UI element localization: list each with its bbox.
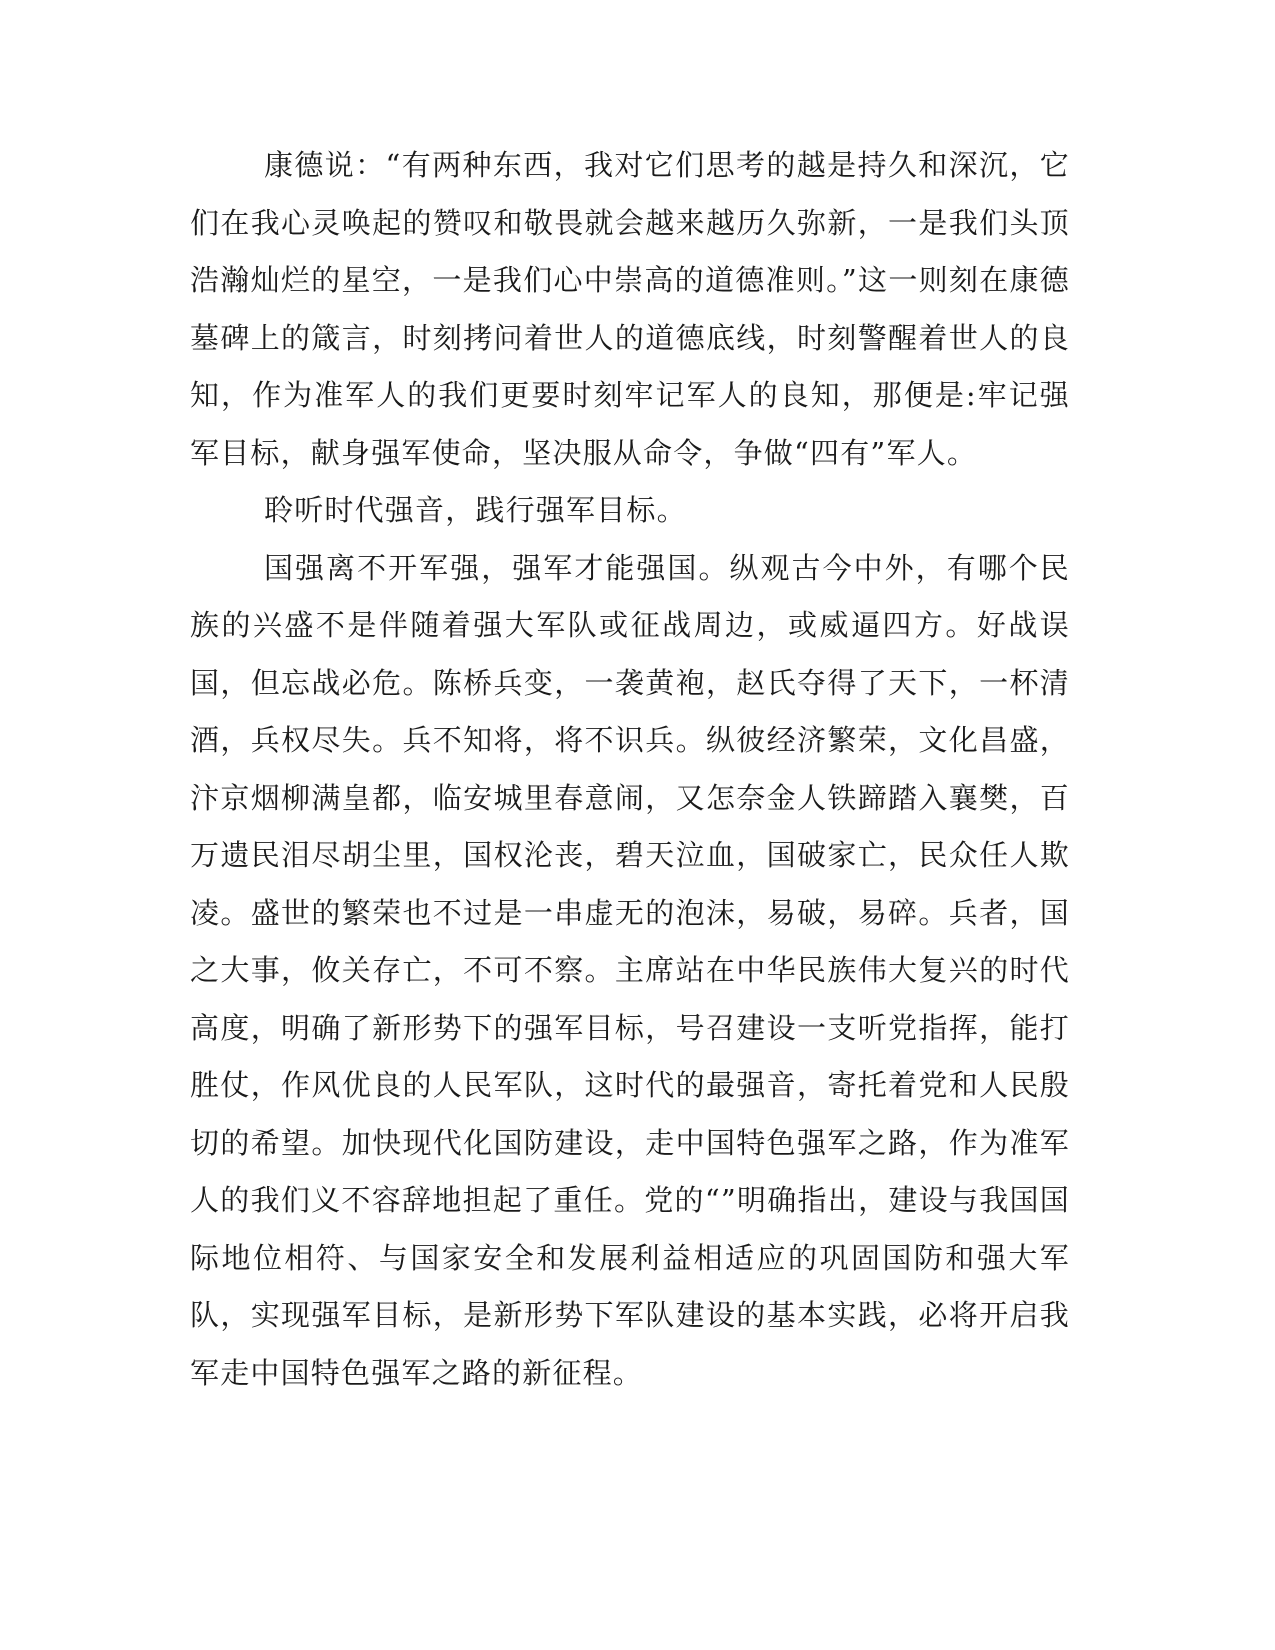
- paragraph-heading-strong-army: 聆听时代强音，践行强军目标。: [264, 493, 687, 527]
- paragraph-kant-quote: 康德说：“有两种东西，我对它们思考的越是持久和深沉，它们在我心灵唤起的赞叹和敬畏就会越来越历久弥新，一是我们头顶浩瀚灿烂的星空，一是我们心中崇高的道德准则。”这一则刻在康德墓碑上的箴言，时刻拷问着世人的道德底线，时刻警醒着世人的良知，作为准军人的我们更要时刻牢记军人的良知，那便是:牢记强军目标，献身强军使命，坚决服从命令，争做“四有”军人。: [190, 148, 1070, 470]
- document-body: [190, 137, 1070, 1402]
- paragraph-strong-nation: 国强离不开军强，强军才能强国。纵观古今中外，有哪个民族的兴盛不是伴随着强大军队或征战周边，或威逼四方。好战误国，但忘战必危。陈桥兵变，一袭黄袍，赵氏夺得了天下，一杯清酒，兵权尽失。兵不知将，将不识兵。纵彼经济繁荣，文化昌盛，汴京烟柳满皇都，临安城里春意闹，又怎奈金人铁蹄踏入襄樊，百万遗民泪尽胡尘里，国权沦丧，碧天泣血，国破家亡，民众任人欺凌。盛世的繁荣也不过是一串虚无的泡沫，易破，易碎。兵者，国之大事，攸关存亡，不可不察。主席站在中华民族伟大复兴的时代高度，明确了新形势下的强军目标，号召建设一支听党指挥，能打胜仗，作风优良的人民军队，这时代的最强音，寄托着党和人民殷切的希望。加快现代化国防建设，走中国特色强军之路，作为准军人的我们义不容辞地担起了重任。党的“”明确指出，建设与我国国际地位相符、与国家安全和发展利益相适应的巩固国防和强大军队，实现强军目标，是新形势下军队建设的基本实践，必将开启我军走中国特色强军之路的新征程。: [190, 550, 1070, 1390]
